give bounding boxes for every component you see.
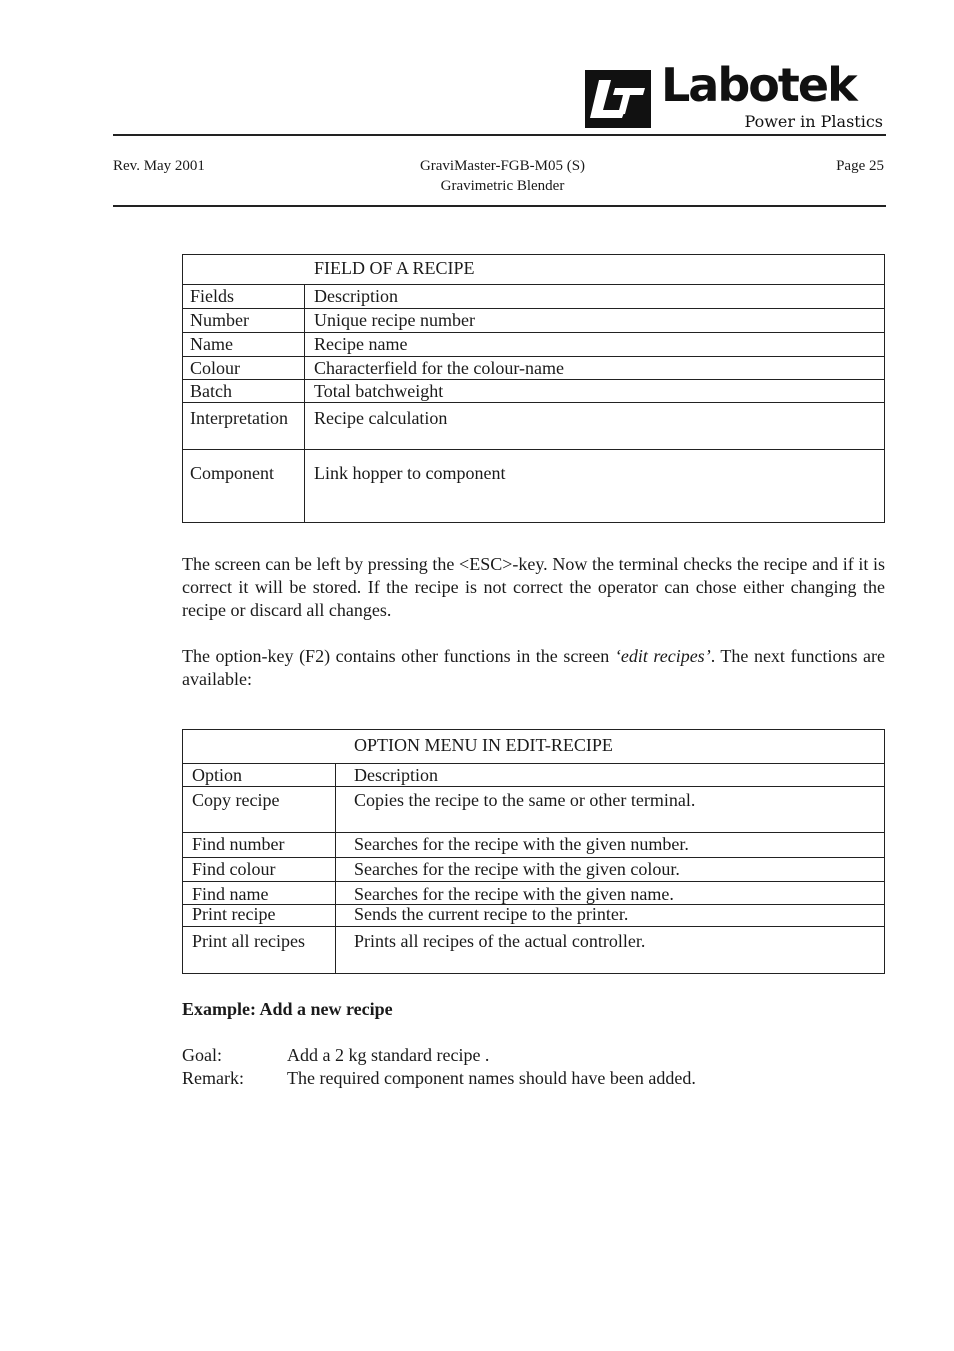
field-name: Interpretation (190, 408, 288, 428)
column-header: Option (192, 765, 243, 785)
field-name: Batch (190, 381, 232, 401)
field-name: Component (190, 463, 274, 483)
field-description: Recipe name (314, 334, 408, 354)
goal-value: Add a 2 kg standard recipe . (287, 1045, 490, 1065)
option-name: Print all recipes (192, 931, 305, 951)
table-header-row (183, 284, 884, 309)
table-title: FIELD OF A RECIPE (314, 258, 475, 278)
remark-label: Remark: (182, 1068, 244, 1088)
table-row (183, 832, 884, 858)
table-title: OPTION MENU IN EDIT-RECIPE (354, 735, 613, 755)
document-title: GraviMaster-FGB-M05 (S) (419, 158, 586, 174)
field-name: Number (190, 310, 249, 330)
field-name: Name (190, 334, 233, 354)
field-description: Recipe calculation (314, 408, 448, 428)
option-menu-table (182, 729, 885, 974)
header-rule-top (113, 134, 886, 136)
table-row (183, 402, 884, 450)
option-description: Searches for the recipe with the given name. (354, 884, 674, 904)
table-row (183, 356, 884, 381)
column-header: Fields (190, 286, 235, 306)
remark-value: The required component names should have been added. (287, 1068, 696, 1088)
option-description: Sends the current recipe to the printer. (354, 904, 629, 924)
option-name: Print recipe (192, 904, 276, 924)
revision-date: Rev. May 2001 (113, 158, 205, 174)
table-row (183, 332, 884, 357)
option-description: Searches for the recipe with the given colour. (354, 859, 680, 879)
field-description: Unique recipe number (314, 310, 475, 330)
option-name: Find number (192, 834, 285, 854)
table-row (183, 926, 884, 974)
labotek-logo-icon (585, 70, 651, 128)
option-key-paragraph (182, 645, 885, 691)
option-description: Searches for the recipe with the given number. (354, 834, 689, 854)
table-row (183, 786, 884, 833)
table-row (183, 881, 884, 905)
field-description: Link hopper to component (314, 463, 506, 483)
header-rule-bottom (113, 205, 886, 207)
column-header: Description (354, 765, 438, 785)
field-name: Colour (190, 358, 241, 378)
brand-name: Labotek (661, 58, 856, 112)
example-heading: Example: Add a new recipe (182, 999, 393, 1019)
option-description: Prints all recipes of the actual controller. (354, 931, 646, 951)
field-description: Total batchweight (314, 381, 444, 401)
paragraph-text: . The next functions are available: (182, 646, 885, 689)
recipe-fields-table (182, 254, 885, 523)
page-number: Page 25 (836, 158, 884, 174)
field-description: Characterfield for the colour-name (314, 358, 565, 378)
company-logo (585, 58, 885, 132)
document-subtitle: Gravimetric Blender (440, 178, 565, 194)
option-description: Copies the recipe to the same or other terminal. (354, 790, 696, 810)
table-row (183, 379, 884, 403)
column-header: Description (314, 286, 398, 306)
screen-name: ‘edit recipes’ (614, 646, 711, 666)
table-row (183, 449, 884, 523)
document-title-block (350, 156, 655, 196)
table-row (183, 904, 884, 927)
option-name: Find colour (192, 859, 276, 879)
goal-label: Goal: (182, 1045, 222, 1065)
brand-tagline: Power in Plastics (744, 112, 883, 131)
paragraph-text: The option-key (F2) contains other functions in the screen (182, 646, 615, 666)
esc-paragraph: The screen can be left by pressing the <ESC>-key. Now the terminal checks the recipe and if it is correct it will be stored. If the recipe is not correct the operator can chose either changing the recipe or discard all changes. (182, 554, 885, 620)
option-name: Find name (192, 884, 269, 904)
option-name: Copy recipe (192, 790, 280, 810)
table-header-row (183, 763, 884, 787)
table-row (183, 308, 884, 333)
table-row (183, 857, 884, 882)
